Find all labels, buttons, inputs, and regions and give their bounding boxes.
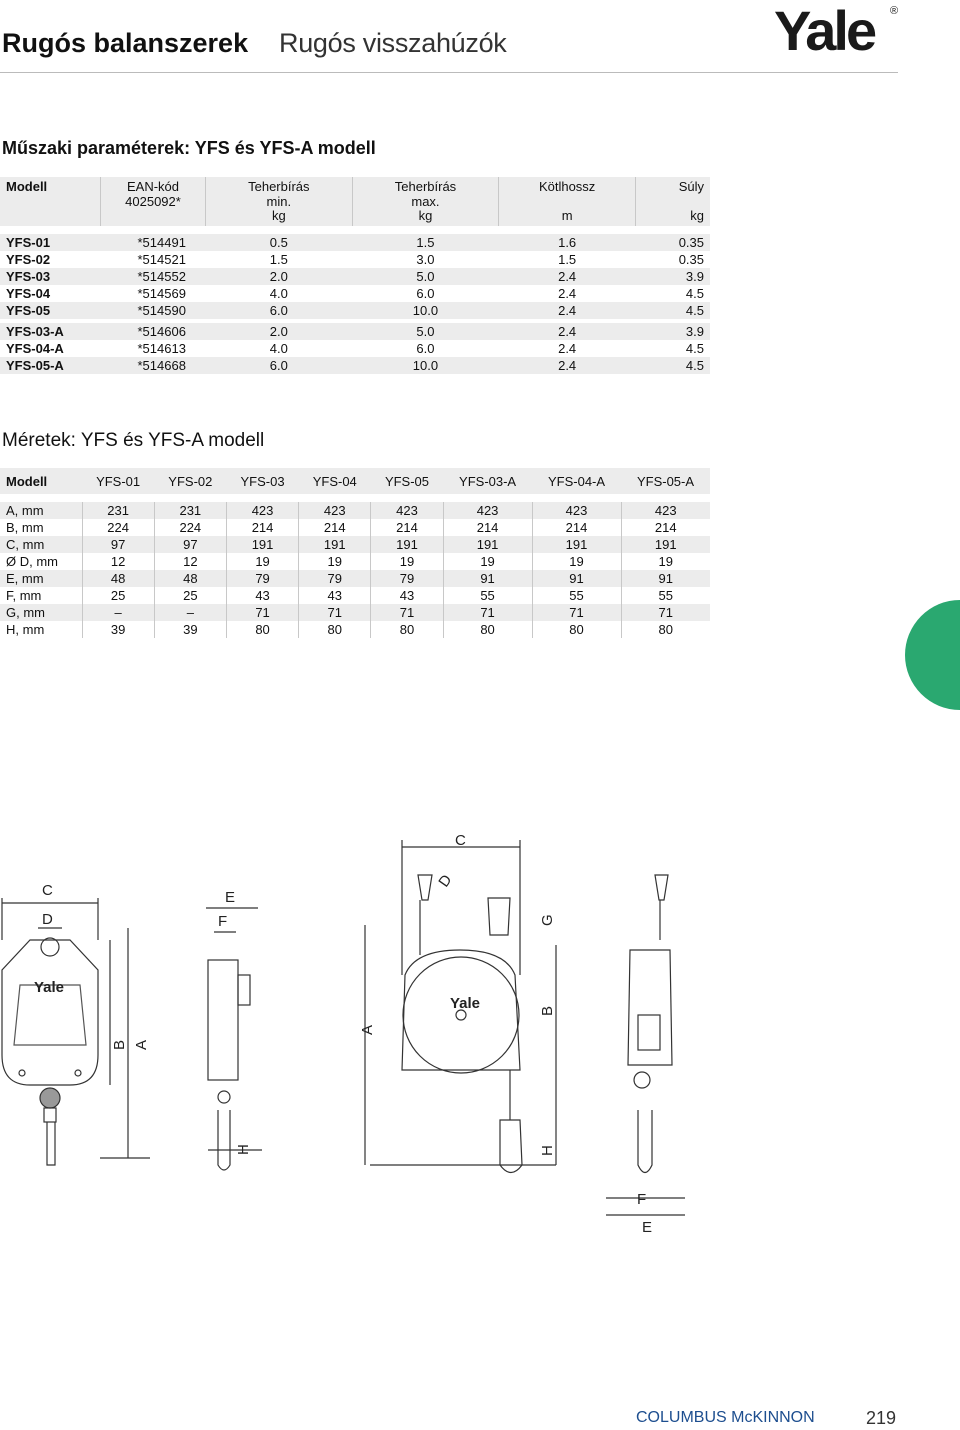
dimension-value: 423 <box>621 502 710 519</box>
dimension-value: 19 <box>443 553 532 570</box>
specs-table-body <box>0 234 710 374</box>
label-d-large: D <box>435 871 456 891</box>
label-e-small: E <box>225 889 236 906</box>
dimension-value: 423 <box>371 502 443 519</box>
specs-header-row <box>0 177 710 226</box>
drawing-brand-small: Yale <box>34 979 65 996</box>
specs-row <box>0 302 710 319</box>
drawing-large-side <box>606 875 685 1215</box>
model-cell: YFS-05 <box>0 302 101 319</box>
dimension-value: 423 <box>226 502 298 519</box>
dimension-value: 91 <box>532 570 621 587</box>
page-number: 219 <box>866 1408 897 1428</box>
drawing-labels <box>34 832 652 1236</box>
model-cell: YFS-04-A <box>6 340 64 356</box>
label-g-large: G <box>539 914 556 926</box>
spec-cell: 2.0 <box>206 323 353 340</box>
dimension-label: F, mm <box>6 588 42 603</box>
dimension-value: 19 <box>621 553 710 570</box>
spec-cell: 4.5 <box>635 357 710 374</box>
registered-mark: ® <box>890 5 899 17</box>
spec-cell: 1.5 <box>558 251 577 267</box>
dimension-value: 12 <box>154 553 226 570</box>
label-f-large: F <box>637 1191 647 1208</box>
specs-row <box>0 323 710 340</box>
dim-col-header: YFS-03 <box>226 468 298 494</box>
specs-row <box>0 251 710 268</box>
dimension-value: 19 <box>532 553 621 570</box>
dimensions-header-row <box>0 468 710 494</box>
label-b-large: B <box>539 1005 556 1016</box>
dimension-value: 19 <box>299 553 371 570</box>
spec-cell: *514552 <box>101 268 206 285</box>
drawing-small-front <box>2 898 150 1165</box>
spec-cell: 3.0 <box>416 251 435 267</box>
dimension-value: 80 <box>371 621 443 638</box>
spec-cell: 2.4 <box>499 357 636 374</box>
dimension-row <box>0 621 710 638</box>
section-title-dimensions: Méretek: YFS és YFS-A modell <box>2 430 265 451</box>
spec-cell: 2.4 <box>499 268 636 285</box>
spec-cell: 6.0 <box>416 340 435 356</box>
dim-col-header: YFS-02 <box>154 468 226 494</box>
model-cell: YFS-02 <box>6 251 51 267</box>
spec-cell: *514668 <box>101 357 206 374</box>
spec-cell: 3.9 <box>635 323 710 340</box>
label-d-small: D <box>42 911 53 928</box>
dimension-value: 97 <box>82 536 154 553</box>
dimension-value: 214 <box>226 519 298 536</box>
spec-cell: 6.0 <box>206 302 353 319</box>
green-tab-marker <box>905 600 960 710</box>
dimension-value: 79 <box>371 570 443 587</box>
spec-cell: *514569 <box>137 285 186 301</box>
dimension-value: 97 <box>154 536 226 553</box>
dimension-row <box>0 604 710 621</box>
dimension-value: 191 <box>443 536 532 553</box>
spec-cell: 1.5 <box>352 234 499 251</box>
dimension-value: 80 <box>226 621 298 638</box>
dimension-label: A, mm <box>0 502 82 519</box>
drawing-small-side <box>206 908 262 1170</box>
spec-cell: 6.0 <box>206 357 353 374</box>
dim-col-header: YFS-05 <box>371 468 443 494</box>
col-header-modell: Modell <box>0 177 101 226</box>
dimension-value: 191 <box>371 536 443 553</box>
spec-cell: 2.4 <box>558 285 577 301</box>
label-c-large: C <box>455 832 466 849</box>
footer-brand-part2: McKINNON <box>731 1409 815 1426</box>
dimension-row <box>0 587 710 604</box>
dim-col-header: YFS-04-A <box>532 468 621 494</box>
spec-cell: 2.4 <box>499 302 636 319</box>
col-header-teher-max: Teherbírás max. kg <box>352 177 499 226</box>
dimension-value: – <box>82 604 154 621</box>
dimension-value: 214 <box>621 519 710 536</box>
spec-cell: 4.0 <box>269 285 288 301</box>
dimension-row <box>0 570 710 587</box>
dim-col-header-modell: Modell <box>0 468 82 494</box>
dimension-value: 25 <box>82 587 154 604</box>
dimension-value: 214 <box>299 519 371 536</box>
dimension-value: 224 <box>154 519 226 536</box>
label-f-small: F <box>218 913 228 930</box>
model-cell: YFS-01 <box>0 234 101 251</box>
header-divider <box>0 72 898 73</box>
dimension-value: 80 <box>443 621 532 638</box>
dimension-row <box>0 502 710 519</box>
spec-cell: 4.0 <box>269 340 288 356</box>
spec-cell: 1.6 <box>499 234 636 251</box>
spec-cell: *514606 <box>101 323 206 340</box>
label-a-small: A <box>133 1039 150 1050</box>
dimension-value: 80 <box>299 621 371 638</box>
label-h-large: H <box>539 1145 556 1156</box>
footer-brand-part1: COLUMBUS <box>636 1409 732 1426</box>
dimension-value: 12 <box>82 553 154 570</box>
dimension-value: 79 <box>299 570 371 587</box>
spec-cell: 2.0 <box>206 268 353 285</box>
dimension-value: 71 <box>371 604 443 621</box>
dimension-value: 214 <box>532 519 621 536</box>
col-header-ean: EAN-kód 4025092* <box>101 177 206 226</box>
model-cell: YFS-03-A <box>0 323 101 340</box>
dimension-label: B, mm <box>6 520 44 535</box>
dimension-value: 39 <box>82 621 154 638</box>
col-header-kotelhossz: Kötlhossz m <box>499 177 636 226</box>
dimension-value: 19 <box>226 553 298 570</box>
dimension-value: 71 <box>299 604 371 621</box>
label-a-large: A <box>359 1024 376 1035</box>
spec-cell: 1.5 <box>269 251 288 267</box>
specs-row <box>0 268 710 285</box>
dim-col-header: YFS-01 <box>82 468 154 494</box>
logo-text: Yale <box>774 0 875 60</box>
spec-cell: 0.35 <box>635 234 710 251</box>
spec-cell: 3.9 <box>635 268 710 285</box>
dimension-value: 71 <box>532 604 621 621</box>
spec-cell: *514590 <box>101 302 206 319</box>
dimension-value: 231 <box>82 502 154 519</box>
specs-row <box>0 340 710 357</box>
dimension-label: E, mm <box>0 570 82 587</box>
dimension-row <box>0 553 710 570</box>
spec-cell: 4.5 <box>685 340 704 356</box>
label-h-small: H <box>235 1144 252 1155</box>
dimension-value: 55 <box>621 587 710 604</box>
label-b-small: B <box>111 1039 128 1050</box>
dimension-value: 191 <box>621 536 710 553</box>
dimension-value: 71 <box>443 604 532 621</box>
spec-cell: 2.4 <box>558 340 577 356</box>
dimension-label: C, mm <box>0 536 82 553</box>
page-title-bold: Rugós balanszerek <box>2 28 249 58</box>
dimension-value: 25 <box>154 587 226 604</box>
dimension-label: G, mm <box>0 604 82 621</box>
dimension-label: Ø D, mm <box>6 554 58 569</box>
dim-col-header: YFS-04 <box>299 468 371 494</box>
dimension-value: 48 <box>154 570 226 587</box>
page-title-light: Rugós visszahúzók <box>279 28 507 58</box>
specs-row <box>0 285 710 302</box>
dimensions-table <box>0 468 710 638</box>
dimension-value: 224 <box>82 519 154 536</box>
dimension-label: H, mm <box>6 622 45 637</box>
dimension-value: 43 <box>299 587 371 604</box>
label-c-small: C <box>42 882 53 899</box>
dimension-value: 423 <box>443 502 532 519</box>
spec-cell: 4.5 <box>685 285 704 301</box>
spec-cell: *514491 <box>101 234 206 251</box>
dimensions-table-body <box>0 502 710 638</box>
dimension-value: 71 <box>226 604 298 621</box>
yale-logo <box>772 0 902 60</box>
dimension-value: 80 <box>532 621 621 638</box>
dimension-value: 214 <box>371 519 443 536</box>
footer-brand <box>636 1409 815 1427</box>
dimension-value: 19 <box>371 553 443 570</box>
dimension-value: 48 <box>82 570 154 587</box>
specs-row <box>0 234 710 251</box>
technical-drawing <box>0 820 960 1380</box>
dimension-value: 231 <box>154 502 226 519</box>
specs-row <box>0 357 710 374</box>
dimension-value: 423 <box>299 502 371 519</box>
model-cell: YFS-05-A <box>0 357 101 374</box>
dim-col-header: YFS-03-A <box>443 468 532 494</box>
spec-cell: *514521 <box>137 251 186 267</box>
dimension-value: 191 <box>532 536 621 553</box>
dimension-row <box>0 536 710 553</box>
label-e-large: E <box>642 1219 653 1236</box>
dimension-value: 91 <box>621 570 710 587</box>
spec-cell: 5.0 <box>352 323 499 340</box>
dimension-value: 79 <box>226 570 298 587</box>
spec-cell: 4.5 <box>635 302 710 319</box>
dimension-value: 191 <box>226 536 298 553</box>
spec-cell: 5.0 <box>352 268 499 285</box>
dimension-value: 423 <box>532 502 621 519</box>
dim-col-header: YFS-05-A <box>621 468 710 494</box>
dimension-value: 191 <box>299 536 371 553</box>
spec-cell: 10.0 <box>352 357 499 374</box>
model-cell: YFS-04 <box>6 285 51 301</box>
specs-table <box>0 177 710 374</box>
dimension-value: 55 <box>532 587 621 604</box>
dimension-value: – <box>154 604 226 621</box>
spec-cell: 6.0 <box>416 285 435 301</box>
col-header-teher-min: Teherbírás min. kg <box>206 177 353 226</box>
dimension-value: 55 <box>443 587 532 604</box>
dimension-value: 91 <box>443 570 532 587</box>
dimension-value: 80 <box>621 621 710 638</box>
spec-cell: 0.35 <box>678 251 704 267</box>
dimension-value: 39 <box>154 621 226 638</box>
col-header-suly: Súly kg <box>635 177 710 226</box>
model-cell: YFS-03 <box>0 268 101 285</box>
dimension-value: 214 <box>443 519 532 536</box>
spec-cell: 0.5 <box>206 234 353 251</box>
section-title-specs: Műszaki paraméterek: YFS és YFS-A modell <box>2 138 376 158</box>
dimension-value: 71 <box>621 604 710 621</box>
drawing-brand-large: Yale <box>450 995 481 1012</box>
dimension-row <box>0 519 710 536</box>
dimension-value: 43 <box>371 587 443 604</box>
spec-cell: 10.0 <box>352 302 499 319</box>
dimension-value: 43 <box>226 587 298 604</box>
spec-cell: 2.4 <box>499 323 636 340</box>
spec-cell: *514613 <box>137 340 186 356</box>
